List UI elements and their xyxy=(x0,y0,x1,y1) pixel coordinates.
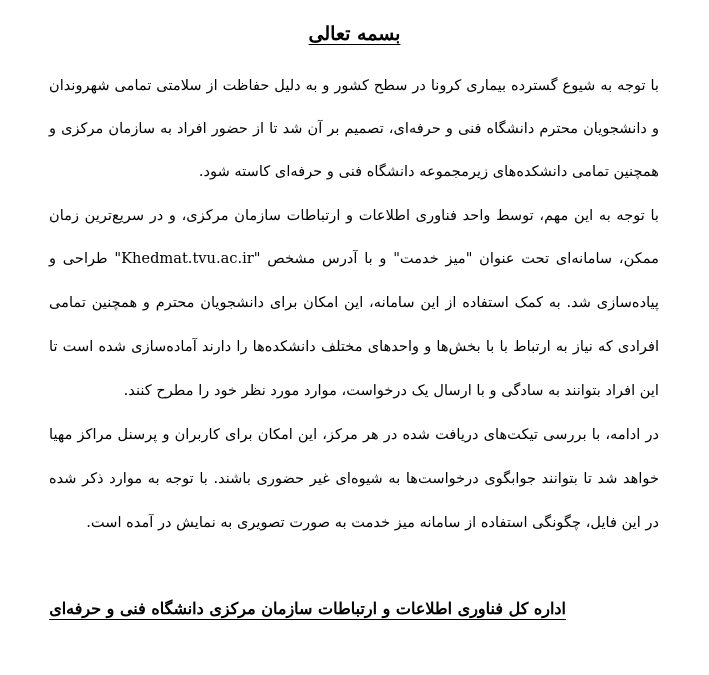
paragraph-3-line-2: خواهد شد تا بتوانند جوابگوی درخواست‌ها به شیوه‌ای غیر حضوری باشند. با توجه به موارد ذکر شده xyxy=(49,470,659,487)
paragraph-2-line-1: با توجه به این مهم، توسط واحد فناوری اطلاعات و ارتباطات سازمان مرکزی، و در سریع‌ترین زمان xyxy=(49,207,659,224)
document-title xyxy=(0,20,709,48)
document-title-text: بسمه تعالی xyxy=(308,23,401,45)
signature-department: اداره کل فناوری اطلاعات و ارتباطات سازمان مرکزی دانشگاه فنی و حرفه‌ای xyxy=(49,599,566,618)
paragraph-1-line-2: و دانشجویان محترم دانشگاه فنی و حرفه‌ای، تصمیم بر آن شد تا از حضور افراد به سازمان مرکزی و xyxy=(49,120,659,137)
paragraph-1-line-1: با توجه به شیوع گسترده بیماری کرونا در سطح کشور و به دلیل حفاظت از سلامتی تمامی شهروندان xyxy=(49,77,659,94)
paragraph-2-line-5: این افراد بتوانند به سادگی و با ارسال یک درخواست، موارد مورد نظر خود را مطرح کنند. xyxy=(123,382,659,399)
paragraph-2-line-2: ممکن، سامانه‌ای تحت عنوان "میز خدمت" و با آدرس مشخص "Khedmat.tvu.ac.ir" طراحی و xyxy=(49,250,660,267)
paragraph-2-line-4: افرادی که نیاز به ارتباط با با بخش‌ها و واحدهای مختلف دانشکده‌ها را دارند آماده‌سازی شده است تا xyxy=(49,338,659,355)
paragraph-2-line-3: پیاده‌سازی شد. به کمک استفاده از این سامانه، این امکان برای دانشجویان محترم و همچنین تمامی xyxy=(49,294,659,311)
paragraph-1-line-3: همچنین تمامی دانشکده‌های زیرمجموعه دانشگاه فنی و حرفه‌ای کاسته شود. xyxy=(198,163,659,180)
paragraph-3-line-1: در ادامه، با بررسی تیکت‌های دریافت شده در هر مرکز، این امکان برای کاربران و پرسنل مراکز مهیا xyxy=(49,426,659,443)
paragraph-3-line-3: در این فایل، چگونگی استفاده از سامانه میز خدمت به صورت تصویری به نمایش در آمده است. xyxy=(86,514,659,531)
